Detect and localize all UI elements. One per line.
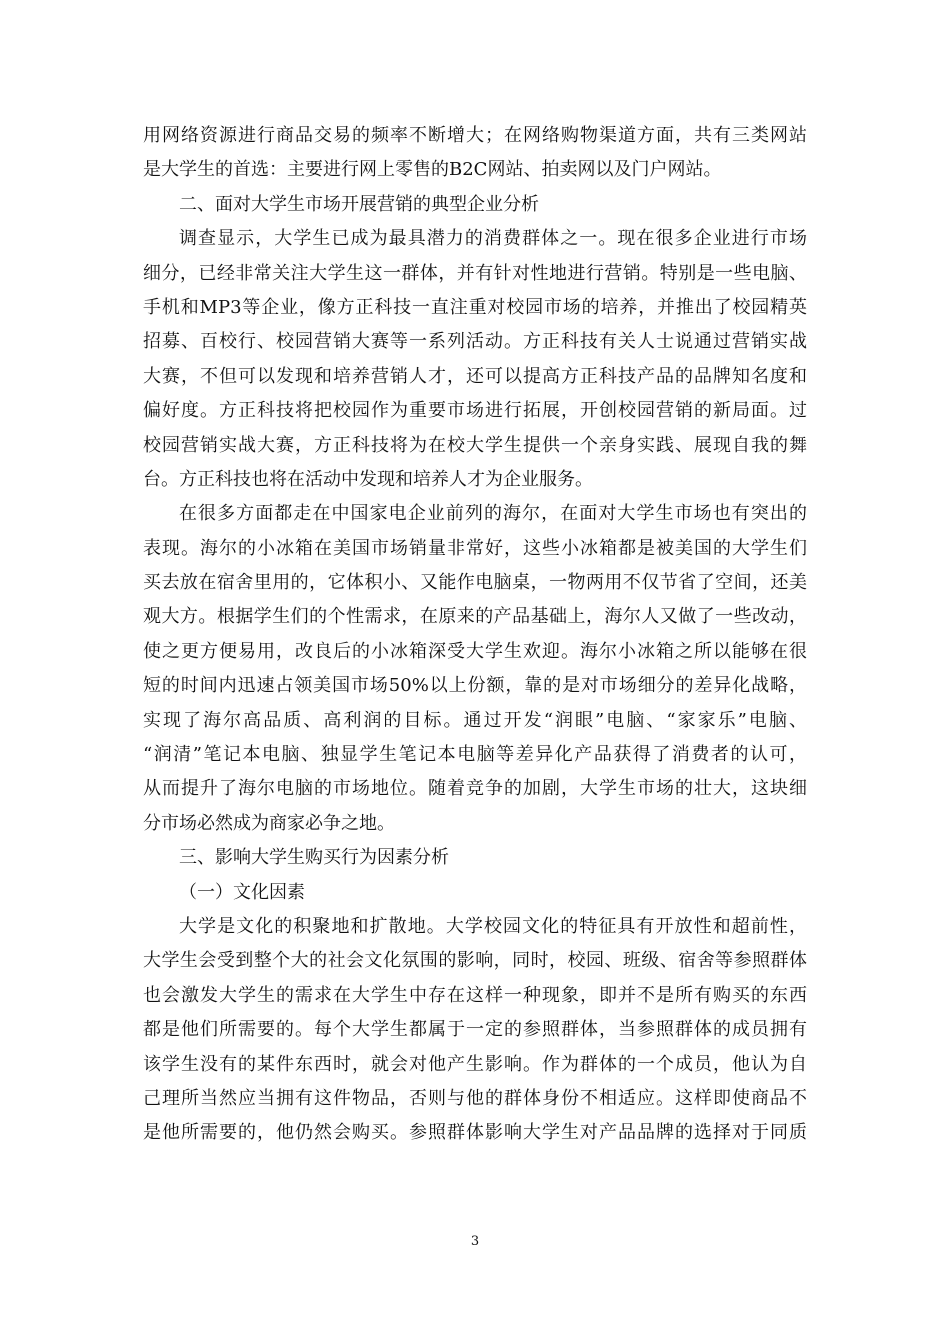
- text-line: 该学生没有的某件东西时，就会对他产生影响。作为群体的一个成员，他认为自: [143, 1053, 807, 1075]
- page-number: 3: [470, 1234, 480, 1249]
- text-line: 校园营销实战大赛，方正科技将为在校大学生提供一个亲身实践、展现自我的舞: [143, 434, 807, 456]
- text-line: “润清”笔记本电脑、独显学生笔记本电脑等差异化产品获得了消费者的认可，: [143, 744, 807, 766]
- text-line: 观大方。根据学生们的个性需求，在原来的产品基础上，海尔人又做了一些改动，: [143, 606, 807, 628]
- text-line: 也会激发大学生的需求在大学生中存在这样一种现象，即并不是所有购买的东西: [143, 984, 807, 1006]
- text-line: 偏好度。方正科技将把校园作为重要市场进行拓展，开创校园营销的新局面。过: [143, 400, 807, 422]
- text-line: 台。方正科技也将在活动中发现和培养人才为企业服务。: [143, 468, 593, 490]
- text-line: 是他所需要的，他仍然会购买。参照群体影响大学生对产品品牌的选择对于同质: [143, 1122, 807, 1144]
- text-line: 大学生会受到整个大的社会文化氛围的影响，同时，校园、班级、宿舍等参照群体: [143, 950, 807, 972]
- text-line: 用网络资源进行商品交易的频率不断增大；在网络购物渠道方面，共有三类网站: [143, 125, 807, 146]
- text-line: 是大学生的首选：主要进行网上零售的B2C网站、拍卖网以及门户网站。: [143, 159, 722, 181]
- text-line: 手机和MP3等企业，像方正科技一直注重对校园市场的培养，并推出了校园精英: [143, 296, 807, 318]
- text-line: 己理所当然应当拥有这件物品，否则与他的群体身份不相适应。这样即使商品不: [143, 1087, 807, 1109]
- text-line: 细分，已经非常关注大学生这一群体，并有针对性地进行营销。特别是一些电脑、: [143, 262, 807, 284]
- text-line: 买去放在宿舍里用的，它体积小、又能作电脑桌，一物两用不仅节省了空间，还美: [143, 572, 807, 594]
- text-line: （一）文化因素: [179, 881, 305, 903]
- text-line: 使之更方便易用，改良后的小冰箱深受大学生欢迎。海尔小冰箱之所以能够在很: [143, 640, 807, 662]
- text-line: 都是他们所需要的。每个大学生都属于一定的参照群体，当参照群体的成员拥有: [143, 1019, 807, 1041]
- text-line: 大学是文化的积聚地和扩散地。大学校园文化的特征具有开放性和超前性，: [179, 915, 807, 937]
- text-line: 实现了海尔高品质、高利润的目标。通过开发“润眼”电脑、“家家乐”电脑、: [143, 709, 807, 731]
- body-text: [143, 119, 807, 1151]
- text-line: 二、面对大学生市场开展营销的典型企业分析: [179, 193, 539, 215]
- text-line: 调查显示，大学生已成为最具潜力的消费群体之一。现在很多企业进行市场: [179, 228, 807, 250]
- text-line: 短的时间内迅速占领美国市场50%以上份额，靠的是对市场细分的差异化战略，: [143, 675, 807, 697]
- text-line: 三、影响大学生购买行为因素分析: [179, 847, 449, 869]
- text-line: 大赛，不但可以发现和培养营销人才，还可以提高方正科技产品的品牌知名度和: [143, 365, 807, 387]
- text-line: 分市场必然成为商家必争之地。: [143, 812, 395, 834]
- text-line: 表现。海尔的小冰箱在美国市场销量非常好，这些小冰箱都是被美国的大学生们: [143, 537, 807, 559]
- text-line: 从而提升了海尔电脑的市场地位。随着竞争的加剧，大学生市场的壮大，这块细: [143, 778, 807, 800]
- text-line: 招募、百校行、校园营销大赛等一系列活动。方正科技有关人士说通过营销实战: [143, 331, 807, 353]
- text-line: 在很多方面都走在中国家电企业前列的海尔，在面对大学生市场也有突出的: [179, 503, 807, 525]
